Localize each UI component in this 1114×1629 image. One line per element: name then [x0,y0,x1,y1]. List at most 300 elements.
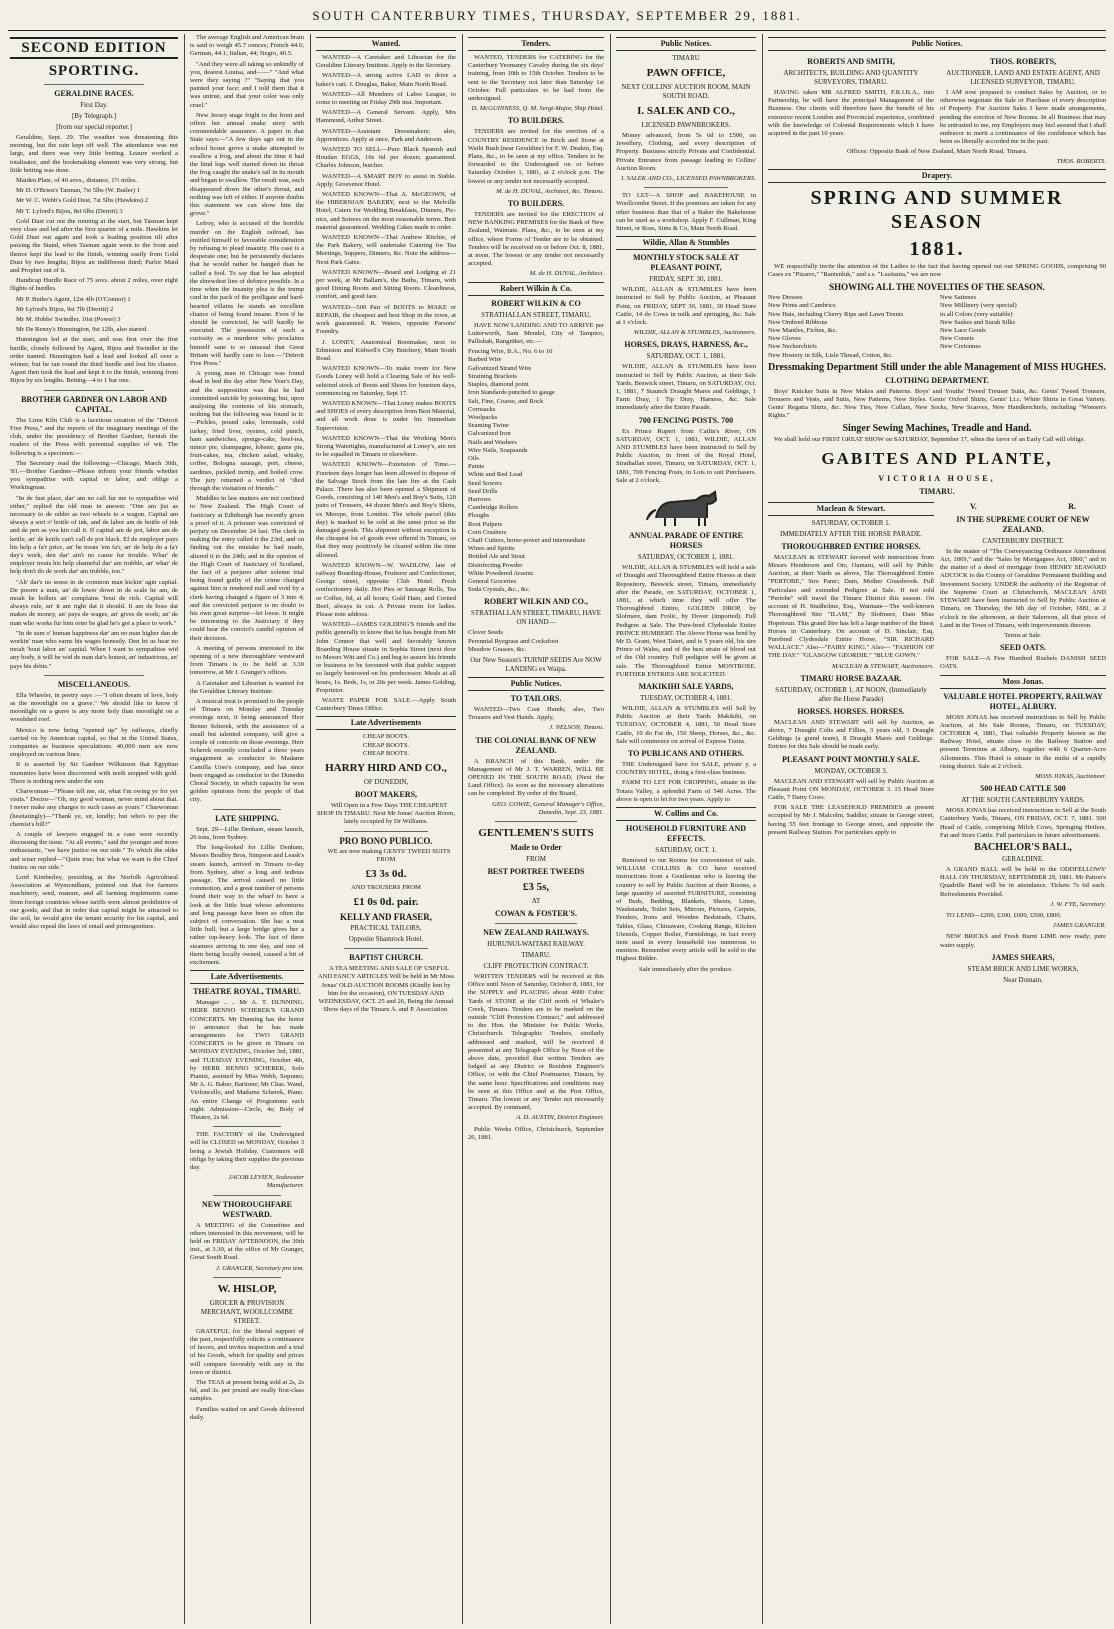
race-paragraph: Mr P. Butler's Agent, 12st 4lb (O'Connor) 1 [16,295,131,303]
wilkin2-title: ROBERT WILKIN AND CO., [484,597,588,607]
list-item: White and Red Lead [468,471,523,479]
showing-line: SHOWING ALL THE NOVELTIES OF THE SEASON. [829,282,1045,293]
spring-title: SPRING AND SUMMER SEASON [810,186,1064,233]
list-item: New Lace Goods [940,327,986,335]
wilkin-heading: Robert Wilkin & Co. [468,282,604,296]
news-paragraph: Muddles in law matters are not confined to New Zealand. The High Court of Justiciary at Edinburgh has recently given a proof of it. A prisoner was convicted of perjury on December 24 last. The clerk in making the entry called it the 23rd, and on finding out the mistake he had made, altered it to the 24th; and in the opinion of the High Court of Justiciary of Scotland, the fact of a perjurer after solemn trial being found guilty of the crime charged against him is rendered null and void by a clerk having changed a figure of 3 into 4; and the convicted perjurer is no doubt to his own great surprise—let loose. It might be interesting to the Justiciary if they could hear the convict's candid opinion of their decision. [190,495,304,642]
list-item: Wire Nails, Soapsands [468,446,528,454]
bank-text: A BRANCH of this Bank, under the Management of Mr J. T. WARREN, WILL BE OPENED IN THE SOUTH ROAD, (Next the Land Office). As soon as the necessary alterations can be completed. By order of the Board, [468,757,604,798]
tr-name: THOS. ROBERTS, [989,57,1057,66]
collins-date: SATURDAY, OCT. 1. [655,845,717,854]
baptist-title: BAPTIST CHURCH. [349,953,423,963]
collins-heading: W. Collins and Co. [616,807,756,821]
railway-text: WRITTEN TENDERS will be received at this Office until Noon of Saturday, October 8, 1881, for the SUPPLY and PLACING about 4000 Cubic Yards of STONE at the Cliff north of Whaler's Creek, Timaru. Tenders are to be marked on the outside "Cliff Protection Contract," and addressed to the Hon. the Minister for Public Works, Christchurch. Telegraphic Tenders, similarly addressed and marked, will be received if presented at any Telegraph Office by Noon of the above date, provided that written Tenders are lodged at any District or Resident Engineer's Office, or with the Chief Postmaster, Timaru, by the same hour. Specifications and conditions may be seen at this Office and at the Post Office, Timaru. The lowest or any Tender not necessarily accepted. By command, [468,973,604,1112]
kelly-fraser-title: KELLY AND FRASER, [339,912,433,923]
bricks-signature: JAMES SHEARS, [991,952,1055,962]
article-paragraph: "In de fust place, dar' am no call fur me to sympathise wid either," replied the old man in answer. "One am jist as necessary to de odder as two wheels to a wagon. Capital am always a sort o' bottle of ink, and de labor am de bottle of ink and de pen as you kin call it. If capital am de pot, labor am de kettle, an' de kettle can't call de pot black. Ef de employer pays his help a fa'r price, an' he treats 'em fa'r, an' de help do a fa'r day's work, den dar' ain't no cause fur trouble. Whar' de employer treats his help shameful dar' am trubble, an' whar' de help don't do de work dar' am trubble, too." [10,494,178,576]
rs-text: HAVING taken MR ALFRED SMITH, F.R.I.B.A., into Partnership, he will have the principal Management of the Business. Our clients will therefore have the benefit of his extensive recent London and Provincial experience, combined with the knowledge of Colonial Requirements which I have acquired in the past 10 years. [768,89,934,138]
race-paragraph: Mr D. O'Brien's Tasman, 7st 5lbs (W. Butler) 1 [16,187,141,195]
wanted-ad: WANTED—A SMART BOY to assist in Stable. Apply, Grosvenor Hotel. [316,172,456,188]
tr-subtitle: AUCTIONEER, LAND AND ESTATE AGENT, AND LICENSED SURVEYOR, TIMARU. [946,69,1100,86]
clothing-text: Boys' Knicker Suits in New Makes and Patterns. Boys' and Youths' Tweed Trouser Suits, &c. Gents' Tweed Trousers, Trousers and Vests, and Suits, New Patterns, New Styles. Gents' Oxford Shirts, Gents' Lt.c. White Shirts in Great Variety. Gents' Regatta Shirts, &c. New Ties, New Collars, New Socks, New Scarves, New Handkerchiefs, including "Women's Rights." [768,387,1106,420]
ball-text: A GRAND BALL will be held in the ODDFELLOWS' HALL ON THURSDAY, SEPTEMBER 29, 1881. Mr Patton's Quadrille Band will be in attendance. Tickets 7s 6d each. Refreshments Provided. [940,865,1106,898]
list-item: White Powdered Arsenic [468,569,534,577]
stock-sale-text: WILDIE, ALLAN & STUMBLES have been instructed to Sell by Public Auction, at Pleasant Point, on FRIDAY, SEPT 30, 1881, 30 Head Store Cattle, 14 do Cows in milk and springing, &c. Sale at 1 o'clock. [616,286,756,327]
list-item: Salt, Fine, Coarse, and Rock [468,397,544,405]
misc-title: MISCELLANEOUS. [57,679,131,689]
news-paragraph: A young man in Chicago was found dead in bed the day after New Year's Day, and the supposition was that he had committed suicide by poisoning; but, upon analysing the contents of his stomach, nothing but the following was found in it:—Pickles, pound cake, lemonade, cold turkey, fried liver, oysters, cold punch, ham sandwiches, sponge-cake, beef-tea, mince pie, champagne, lobster, game pie, fruit-cakes, tea, chicken salad, whisky, coffee, Bologna sausage, port, cheese, sardines, pickled turnip, and boiled crow. The jury returned a verdict of "died through the visitation of friends." [190,370,304,492]
salek-signature: I. SALEK AND CO., LICENSED PAWNBROKERS. [621,175,756,183]
shipping-paragraph: Sept. 29—Lillie Denham, steam launch, 26 tons, from Sydney. [190,825,304,841]
list-item: Cambridge Rollers [468,504,518,512]
wanted-ad: J. LONEY, Anatomical Bootmaker, next to Edmiston and Kidwell's City Butchery, Main South Road. [316,338,456,362]
wanted-ad: WASTE PAPER FOR SALE.—Apply South Canterbury Times Office. [316,697,456,713]
wilkin2-item-list [468,629,604,654]
race-title: GERALDINE RACES. [54,89,134,98]
court-r: R. [1068,501,1076,511]
list-item: New Ombred Ribbons [768,318,828,326]
gabites-title: GABITES AND PLANTE, [821,448,1053,468]
novelties-list [768,294,1106,360]
hird-title: HARRY HIRD AND CO., [325,762,447,775]
late-ads-heading: Late Advertisements. [190,970,304,984]
race-paragraph: Gold Dust cut out the running at the start, but Tasman kept very close and led after the first quarter of a mile. Hawkins let Gold Dust out again and took a leading position till after passing the Stand, when Tasman again went to the front and thence kept the lead to the finish, winning easily from Gold Dust by two lengths; Bijou an indifferent third; Parlor Maid and Prophet out of it. [10,217,178,275]
builders-title: TO BUILDERS. [507,199,565,209]
masthead: SOUTH CANTERBURY TIMES, THURSDAY, SEPTEMBER 29, 1881. [312,8,802,23]
list-item: Harrows [468,495,491,503]
list-item: in all Colors (very suitable) [940,310,1013,318]
baptist-text: A TEA MEETING AND SALE OF USEFUL AND FANCY ARTICLES Will be held in Mr Moss Jonas' OLD AUCTION ROOMS (Kindly lent by him for the occasion), ON TUESDAY AND WEDNESDAY, OCT. 25 and 26, Being the Annual Show days of the Timaru A. and P. Association. [317,965,455,1014]
article-paragraph: The Secretary read the following:—Chicago, March 30th, '81.—Brother Gardner—Please inform your friends whether you sympathise with capital or labor, and oblige a Workingman. [10,459,178,492]
tender-residence: TENDERS are invited for the erection of a COUNTRY RESIDENCE in Brick and Stone at Waihi Bush (near Geraldine) for F. W. Deakin, Esq. Plans, &c., to be seen at my office. Tenders to be forwarded to the Undersigned on or before Saturday October 1, 1881, at 2 o'clock p.m. The lowest or any tender not necessarily accepted. [468,128,604,185]
wanted-ad: WANTED—500 Pair of BOOTS to MAKE or REPAIR, the cheapest and best Shop in the town, at work guaranteed. R. Waters, opposite Parsons' Foundry. [316,303,456,336]
for-sale-text: FOR SALE THE LEASEHOLD PREMISES at present occupied by Mr J. Malcolm, Saddler, situate in George street, having 55 feet frontage to George street, and opposite the present Railway Station. For particulars apply to [768,804,934,836]
section-heading: SPORTING. [48,63,140,79]
thos-roberts-ad [940,54,1106,148]
thoroughfare-text: A MEETING of the Committee and others interested in this movement, will be held on FRIDAY AFTERNOON, the 30th inst., at 3.30, at the office of Mr Granger, Great South Road. [190,1221,304,1262]
list-item: Root Pulpers [468,520,503,528]
suits-price: £3 3s 0d. [365,868,407,881]
mj-heading: Moss Jonas. [940,675,1106,689]
pp-text: MACLEAN AND STEWART will sell by Public Auction at Pleasant Point ON MONDAY, OCTOBER 3. 15 Head Store Cattle, 7 Dairy Cows. [768,777,934,801]
list-item: Corn Crushers [468,528,507,536]
wilkin-text: HAVE NOW LANDING AND TO ARRIVE per Lutterworth, Sam Mendel, City of Tampico, Pallishah, Rangitikei, etc.— [468,321,604,346]
divider [44,390,145,391]
ms-tb-title: THOROUGHBRED ENTIRE HORSES. [781,541,921,551]
bazaar-text: MACLEAN AND STEWART will sell by Auction, as above, 7 Draught Colts and Fillies, 3 years old, 3 Draught Geldings (a grand team), 8 Draught Mares and Geldings. Entries for this Sale should be made early. [768,718,934,751]
hird-trade: BOOT MAKERS, [354,790,418,800]
list-item: Woolpacks [468,413,498,421]
ball-title: BACHELOR'S BALL, [974,841,1072,853]
theatre-text: Manager .. .. Mr A. T. DUNNING. HERR BENNO SCHEREK'S GRAND CONCERTS. Mr Dunning has the honor to announce that he has made arrangements for TWO GRAND CONCERTS to be given in Timaru on MONDAY EVENING, October 3rd, 1881, and TUESDAY EVENING, October 4th, by HERR BENNO SCHEREK, Solo Pianist, assisted by Miss Webb, Soprano; Mr A. G. Baber, Baritone; Mr Chas. Wand, Violoncello, and Madame Scherek, Piano. An entire Change of Programme each night. Admission—Circle, 4s; Body of Theatre, 2s 6d. [190,999,304,1121]
wanted-heading: Wanted. [316,37,456,51]
rs-subtitle: ARCHITECTS, BUILDING AND QUANTITY SURVEYORS, TIMARU. [783,69,919,86]
news-paragraph: Lefroy, who is accused of the horrible murder on the English railroad, has entitled himself to favorable consideration by refusing to plead insanity. His case is a desperate one; but he persistently declares that he would rather be hanged than be called a fool. To say that he has adopted the shrewdest line of defence possible. In a time when the insanity plea is the trump card in the pack of the profligate and hard-hearted villains he stands an excellent chance of being found insane. Even if he should be convicted, he will hardly be executed. The possession of such a curiosity as a murderer who proclaims himself sane is so unusual that Great Britain will hardly care to lose.—"Detroit Free Press." [190,220,304,367]
race-paragraph: Mr De Renzy's Hunnington, 9st 12lb, also started. [16,326,148,334]
hislop-footer: Families waited on and Goods delivered daily. [190,1405,304,1421]
cheap-boots-3: CHEAP BOOTS. [362,749,410,757]
hislop-subtitle: GROCER & PROVISION MERCHANT, WOOLLCOMBE STREET. [200,1298,294,1325]
gents-suits-subtitle: Made to Order [510,843,562,853]
mj-signature: MOSS JONAS, Auctioneer. [1035,772,1106,780]
collins-text: Removed to our Rooms for convenience of sale. WILLIAM COLLINS & CO have received instructions from a Gentleman who is leaving the country to sell by Public Auction at their Rooms, a large quantity of assorted FURNITURE, consisting of Beds, Bedding, Blankets, Sheets, Linen, Washstands, Toilet Sets, Mirrors, Pictures, Carpets, Fenders, Irons and Wooden Bedsteads, Chairs, Tables, Glass, Chinaware, Cooking Range, Kitchen Utensils, Copper Boiler, Furnishings, in fact every item used in every household too numerous to mention. Remember every article will be sold to the Highest Bidder. [616,856,756,963]
public-notices-heading: Public Notices. [616,37,756,51]
tr-text: I AM now prepared to conduct Sales by Auction, or to otherwise negotiate the Sale or Purchase of every description of Property. For Auction Sales I have made arrangements, pending the erection of New Rooms. In all Business that may be entrusted to me, my Employers may feel assured that I shall endeavor to merit a continuance of the confidence which has been so liberally accorded me in the past. [940,89,1106,146]
clothing-title: CLOTHING DEPARTMENT. [885,375,989,385]
list-item: Staples, diamond point [468,381,529,389]
publicans-title: TO PUBLICANS AND OTHERS. [628,748,744,758]
horses-drays-title: HORSES, DRAYS, HARNESS, &c., [624,340,748,350]
kelly-fraser-address: Opposite Shamrock Hotel. [348,935,424,944]
collins-footer: Sale immediately after the produce. [639,965,733,973]
collins-title: HOUSEHOLD FURNITURE AND EFFECTS. [625,823,746,843]
factory-signature: JACOB LEVIEN, Sodawater Manufacturer. [228,1174,304,1190]
list-item: Disinfecting Powder [468,561,523,569]
drapery-heading: Drapery. [768,169,1106,183]
list-item: New Sashes and Surah Silks [940,318,1016,326]
list-item: New Mantles, Fichus, &c. [768,327,838,335]
thoroughfare-title: NEW THOROUGHFARE WESTWARD. [201,1199,292,1219]
makikihi-date: TUESDAY, OCTOBER 4, 1881. [640,693,732,702]
stock-sale-title: MONTHLY STOCK SALE AT PLEASANT POINT, [632,253,740,273]
article-paragraph: The Lime Kiln Club is a facetious creation of the "Detroit Free Press," and the reports of the imaginary meetings of the club, under the presidency of Brother Gardner, furnish the readers of the Press with perennial supplies of wit. The following is a specimen:— [10,416,178,457]
fencing-text: Ex Prince Rupert from Catlin's River, ON SATURDAY, OCT. 1, 1881, WILDIE, ALLAN AND STUMBLES have been instructed to Sell by Public Auction, in front of the Royal Hotel, Strathallan street, Timaru, on SATURDAY, OCT. 1, 1881, 700 Fencing Posts, in Lots to suit Purchasers. Sale at 2 o'clock. [616,427,756,484]
bazaar-date: SATURDAY, OCTOBER 1, AT NOON, (Immediately after the Horse Parade) [775,685,927,703]
cattle-text: MOSS JONAS has received instructions to Sell at the South Canterbury Yards, Timaru, ON FRIDAY, OCT. 7, 1881. 500 Head of Cattle, comprising Milch Cows, Springing Heifers, Fat and Store Cattle. Full particulars in future advertisement. [940,807,1106,839]
railway-footer: Public Works Office, Christchurch, September 26, 1881. [468,1125,604,1141]
list-item: Meadow Grasses, &c. [468,645,527,653]
wanted-ad: WANTED KNOWN—W. WADLOW, late of railway Boarding-House, Fruiterer and Confectioner, George street, opposite Club Hotel. Fresh confectionery daily. Hot Pies or Sausage Rolls, Tea or Coffee, 6d, at all hours; Gold Ham, and Corned Beef, always in cut. A Private room for ladies. Please note address. [316,561,456,618]
hislop-text: GRATEFUL for the liberal support of the past, respectfully solicits a continuance of favors, and invites inspection and a trial of his Goods, which for quality and prices will compare favorably with any in the town or district. [190,1327,304,1376]
news-paragraph: New Jersey stage fright to the front and offers her annual snake story with commendable assurance. A paper in that State says:—"A few days ago out in the school house grove a snake attempted to swallow a frog, and about the time it had the hind legs well started down its throat the frog caught the snake's tail in its mouth and began to swallow. The result was, each disappeared down the other's throat, and nothing was left of either. If anyone doubts this statement we can show him the grove." [190,111,304,218]
list-item: Soda Crystals, &c., &c. [468,586,531,594]
list-item: Iron Standards punched to gauge [468,389,555,397]
race-paragraph: Geraldine, Sept. 29. The weather was threatening this morning, but the rain kept off well. The attendance was not large, and there was very little betting. Leaure worked a totalisator, and the bookmaking element was very strong, but little betting was done. [10,134,178,174]
builders-title: TO BUILDERS. [507,116,565,126]
race-paragraph: Hunnington led at the start, and was first over the first hurdle, closely followed by Agent, Bijou and Swindler in the order named. Hunnington had a lead and looked all over a winner, but he ran round the third hurdle and lost his chance. Agent then took the lead and kept it to the finish, winning from Bijou by six lengths. Betting—4 to 1 bar one. [10,336,178,385]
misc-paragraph: Ella Wheeler, in poetry says :—"I often dream of love, holy as the moonlight on a grave." We should like to know if moonlight on a grave is any more holy than moonlight on a woodshed roof. [10,691,178,724]
wilkin-title: ROBERT WILKIN & CO [491,298,581,308]
maclean-stewart-column [768,499,934,987]
misc-paragraph: Lord Kimberley, presiding at the Norfolk Agricultural Association at Wymondham, pointed out that for farmers machinery, seed, manure, and all farming implements came from foreign countries whose tariffs were almost prohibitive of our goods, and that in order that capital might be attracted to the soil, he would give the tenant security for his capital, and would also repeal the laws of entail and primogeniture. [10,874,178,931]
wanted-ad: WANTED KNOWN—Extension of Time.—Fourteen days longer has been allowed to dispose of the Salvage Stock from the late fire at the Cash Palace. There has also been opened a Shipment of Goods, consisting of 140 Men's and Boy's Suits, 120 pairs of Trousers, 44 dozen Men's and Boy's Shirts, ex Merope, from London. The whole parcel (this day) is marked to be sold at the same price as the damaged goods. This shipment without exception is the cheapest lot of goods ever offered in Timaru, so that they may positively be cleared within the time allowed. [316,461,456,559]
cattle-title: 500 HEAD CATTLE 500 [980,784,1066,794]
list-item: Clover Seeds [468,629,503,637]
list-item: New Corsets [940,335,974,343]
news-paragraph: The average English and American brain is said to weigh 45.7 ounces; French 44.6; German, 44.1; Italian, 44; Negro, 40.5. [190,34,304,58]
article-title: BROTHER GARDNER ON LABOR AND CAPITAL. [21,394,167,414]
reporter-note: [from our special reporter.] [56,123,132,131]
hird-text: Will Open in a Few Days THE CHEAPEST SHOP IN TIMARU. Next Mr Jonas' Auction Room, lately occupied by Dr Williams. [316,802,455,826]
court-subtitle: CANTERBURY DISTRICT. [982,536,1064,545]
ms-heading: Maclean & Stewart. [768,502,934,516]
bazaar-sub: HORSES. HORSES. HORSES. [797,706,905,716]
court-column [940,499,1106,987]
gents-from: FROM [526,855,546,864]
probono-title: PRO BONO PUBLICO. [339,835,433,846]
list-item: Wines and Spirits [468,545,515,553]
list-item: Galvanized Iron [468,430,511,438]
tailors-title: TO TAILORS. [510,693,562,703]
horse-illustration-icon [641,488,731,528]
list-item: Fencing Wire, B.A., No. 6 to 10 [468,348,553,356]
wilkin2-footer: Our New Season's TURNIP SEEDS Are NOW LANDING ex Waipa. [470,655,602,673]
list-item: General Groceries [468,577,517,585]
divider [344,948,428,949]
wildie-heading: Wildie, Allan & Stumbles [616,236,756,250]
railway-place: TIMARU. [521,951,551,960]
gabites-place: TIMARU. [919,486,955,496]
edition-heading: SECOND EDITION [10,37,178,59]
wanted-ad: WANTED—JAMES GOLDING'S friends and the public generally to know that he has bought from Mr John Connor that well and favorably known Boarding House situate in Sophia Street (next door to Messrs Witt and Co.) and beg to assure his friends or business to be favoured with that public support so largely bestowed on his predecessor. Meals at all hours, 1s. Beds, 1s, or 20s per week. James Golding, Proprietor. [316,621,456,694]
horses-drays-date: SATURDAY, OCT. 1, 1881. [646,352,726,361]
list-item: Chaff Cutters, horse-power and intermediate [468,536,586,544]
hislop-note: The TEAS at present being sold at 2s, 2s 6d, and 3s. per pound are really first-class samples. [190,1379,304,1403]
railway-subtitle: HURUNUI-WAITAKI RAILWAY. [487,940,585,949]
divider [213,1126,281,1127]
article-paragraph: "In de sum o' human happiness dar' am no man higher dan de workin' man who earns his wages honestly. Den let us hear no moah 'bout labor an' capital. When I want to sympathise wid any body, it will be wid de man dat's honest, an' industrious, an' pays his debts." [10,629,178,670]
race-subtitle: First Day. [80,101,108,109]
wanted-ad: WANTED KNOWN—That Andrew Ritchie, of the Park Bakery, will undertake Catering for Tea Meetings, Suppers, Dinners, &c. Note the address—Next Park Gates. [316,234,456,266]
mj-text: MOSS JONAS has received instructions to Sell by Public Auction, at his Sale Rooms, Timaru, on TUESDAY, OCTOBER 4, 1881, That valuable Property known as the Railway Hotel, situate close to the Railway Station and present Terminus at Albury, together with 6 Quarter-Acre Allotments. This Hotel is situate in the midst of a rapidly rising district. Sale at 2 o'clock. [940,713,1106,770]
tailors-signature: J. NELSON, Timaru. [549,724,604,732]
ms-signature: MACLEAN & STEWART, Auctioneers. [831,662,934,670]
victoria-house: VICTORIA HOUSE, [878,473,996,483]
pp-date: MONDAY, OCTOBER 3. [814,766,888,775]
list-item: Barbed Wire [468,356,502,364]
factory-notice: THE FACTORY of the Undersigned will be CLOSED on MONDAY, October 3 being a Jewish Holiday. Customers will oblige by taking their supplies the previous day. [190,1131,304,1171]
seed-title: SEED OATS. [999,643,1047,653]
spring-text: WE respectfully invite the attention of the Ladies to the fact that having opened out our SPRING GOODS, comprising 90 Cases ex "Pizarro," "Rantenluk," and s.s. "Lusitania," we are now [768,262,1106,279]
list-item: New Sattenes [940,294,977,302]
wanted-ad: WANTED KNOWN—Board and Lodging at 21 per week, at Mr Ballam's, the Baths, Timaru, with good Dining Room and Sitting Room. Cleanliness, comfort, and good fare. [316,268,456,301]
list-item: Oils [468,454,479,462]
bricks-text: NEW BRICKS and Fresh Burnt LIME now ready; pure water supply. [940,933,1106,949]
offices-line: Offices: Opposite Bank of New Zealand, Main North Road, Timaru. [846,148,1028,156]
list-item: Cornsacks [468,405,496,413]
misc-paragraph: Mexico is now being "opened up" by railways, chiefly carried on by American capital, so that in the United States, companies as business speculations. 40,000 men are now employed on various lines. [10,726,178,759]
race-paragraph: Mr M. Hobbs' Swindler, 10st (Power) 3 [16,316,121,324]
list-item: New Dresses [768,294,803,302]
news-paragraph: "And they were all taking so unkindly of you, dearest Louisa, and——" "And what were they saying ?" "Saying that you painted your face; and I told them that it was untrue, and that your color was only cruel." [190,60,304,109]
wilkin2-address: STRATHALLAN STREET, TIMARU, HAVE ON HAND— [470,609,602,627]
thoroughfare-signature: J. GRANGER, Secretary pro tem. [216,1264,304,1272]
spring-year: 1881. [909,237,965,260]
news-paragraph: A musical treat is promised to the people of Timaru on Monday and Tuesday evenings next, it being announced Herr Benno Scherek, with the assistance of a small but talented company, will give a couple of concerts on those evenings. Herr Scherek recently concluded a three years engagement as conductor to Madame Camilla Urso's company, and has since been engaged as conductor to the Dunedin Choral Society, in which capacity he won golden opinions from the people of that city. [190,698,304,804]
gents-price: £3 5s, [522,881,550,894]
trousers-price: £1 0s 0d. pair. [353,896,419,909]
list-item: Nails and Washers [468,438,517,446]
fencing-title: 700 FENCING POSTS. 700 [638,415,734,425]
ms-tb-text: MACLEAN & STEWART favored with instructions from Messrs Henderson and Orr, Oamaru, will sell by Public Auction, at their Yards as above, The Thoroughbred Entire "PERTOBE," Sire Panic; Dam, Mother Grassbrook. Full Particulars and extended Pedigree at Sale. If not sold "Pertobe" will travel the Timaru District this season. On account of H. Studholme, Esq., Waimate—The well-known Thoroughbred Sire "ILAM," By Slofmere, Dam Miss Hopetoun. This grand Sire has left a large number of the finest Horses in Canterbury. On account of D. Sinclair, Esq. Purebred Clydesdale Entire Horse, "SIR RICHARD WALLACE." Also—"FAIRY KING." Also— "FASHION OF THE DAY." "GLASGOW GEORDIE." "BLUE GOWN." [768,553,934,660]
makikihi-text: WILDIE, ALLAN & STUMBLES will Sell by Public Auction at their Yards Makikihi, on TUESDAY, OCTOBER 4, 1881, 50 Head Store Cattle, 10 do Fat do, 150 Sheep, Horses, &c., &c. Sale will commence on arrival of Express Trains. [616,704,756,745]
trousers-text: AND TROUSERS FROM [351,884,421,892]
railway-contract: CLIFF PROTECTION CONTRACT. [483,962,589,971]
wanted-ad: WANTED—Assistant Dressmakers; also, Apprentices. Apply at once, Park and Anderson. [316,127,456,143]
wanted-ad: WANTED—A General Servant. Apply, Mrs Hammond, Arthur Street. [316,109,456,125]
novelties-left [768,294,934,360]
wanted-ad: WANTED KNOWN—That Loney makes BOOTS and SHOES of every description from Best Material, and all work done is under his Immediate Supervision. [316,399,456,432]
column-notices-drapery [768,34,1106,1624]
tr-signature: THOS. ROBERTS. [1056,157,1106,165]
stock-sale-date: FRIDAY, SEPT. 30, 1881. [649,275,723,284]
column-divider [610,34,611,1624]
news-paragraph: A meeting of persons interested in the opening of a new thoroughfare westward from Timaru is to be held at 3.30 tomorrow, at Mr J. Granger's offices. [190,644,304,677]
gents-suits-title: GENTLEMEN'S SUITS [478,827,594,840]
public-notices-heading: Public Notices. [468,677,604,691]
tenders-heading: Tenders. [468,37,604,51]
pawn-office-title: PAWN OFFICE, [646,67,726,79]
masthead-rule [8,30,1106,31]
column-wanted [316,34,456,1624]
dressmaking-line: Dressmaking Department Still under the able Management of MISS HUGHES. [768,361,1106,373]
race-paragraph: Mr T. Lyford's Bijou, 8st 6lbs (Derritt) 3 [16,207,123,215]
wanted-list [316,54,456,713]
salek-subtitle: LICENSED PAWNBROKERS. [641,121,731,129]
parade-date: SATURDAY, OCTOBER 1, 1881. [637,553,735,562]
shipping-title: LATE SHIPPING. [215,813,279,823]
column-divider [184,34,185,1624]
news-paragraph: A Caretaker and Librarian is wanted for the Geraldine Literary Institute. [190,679,304,695]
race-report [10,134,178,386]
parade-text: WILDIE, ALLAN & STUMBLES will hold a sale of Draught and Thoroughbred Entire Horses at their Repository, Beswick street, Timaru, immediately after the Parade, on SATURDAY, OCTOBER 1, 1881, at which time they will offer The Thoroughbred Entire, GOLDEN DROP, by Slofmere, dam Frolic, by Dover (imported). Full Pedigree at Sale. The Pure-bred Clydesdale Entire PRINCE HUMBERT. The Above Horse was bred by Mr D. Grant, West Taieri, and is 5 years old, his sire Prince of Wales, and of the best strain of blood out of the Old country. Full pedigree will be given at sale. The Thoroughbred Entire MONTROSE. FURTHER ENTRIES ARE SOLICITED. [616,564,756,678]
court-v: V. [970,501,977,511]
mj-title: VALUABLE HOTEL PROPERTY, RAILWAY HOTEL, ALBURY. [943,691,1103,711]
tender-bank: TENDERS are invited for the ERECTION of NEW BANKING PREMISES for the Bank of New Zealand, Waimate. Plans, &c., to be seen at my office, where Forms of Tender are to be obtained. Tenders will be received on or before Oct. 8, 1881, at noon. The lowest or any tender not necessarily accepted. [468,211,604,268]
late-ads-heading: Late Advertisements [316,716,456,730]
wanted-ad: WANTED—A strong active LAD to drive a baker's cart. J. Douglas, Baker, Main North Road. [316,72,456,88]
horses-drays-text: WILDIE, ALLAN & STUMBLES have been instructed to Sell by Public Auction, at their Sale Yards, Beswick street, Timaru, on SATURDAY, Oct. 1, 1881, 7 Staunch Draught Mares and Geldings, 1 Farm Dray, 1 Tip Dray, Harness, &c. Sale immediately after the Entire Parade. [616,363,756,412]
column-sporting [10,34,178,1624]
article-paragraph: "Ah' dar's no sense in de common man kickin' agin capital. De poorer a man, an' de lower down in de scale he am, de moah he hollers an' complains 'bout de rich. Capital will always rule, an' it am right dat it should. It am de boss dat makes de money, an' pays de wages, an' gives de work; an' de man who works fur him orter be glad he's got a place to work." [10,578,178,627]
cheap-boots-1: CHEAP BOOTS. [362,733,410,741]
wanted-ad: WANTED KNOWN—That A. McGEOWN, of the HIBERNIAN BAKERY, next to the Melville Hotel, Caters for Wedding Breakfasts, Dinners, Pic-nics, and Soirees on the most reasonable terms. Best material guaranteed. Wedding Cakes made to order. [316,191,456,231]
seed-text: FOR SALE—A Few Hundred Bushels DANISH SEED OATS. [940,655,1106,671]
ball-sub: GERALDINE. [1002,854,1044,863]
railway-signature: A. D. AUSTIN, District Engineer. [516,1114,604,1122]
tender-signature: M. de H. DUVAL, Architect, &c. Timaru. [496,187,604,195]
bazaar-title: TIMARU HORSE BAZAAR. [800,673,902,683]
makikihi-title: MAKIKIHI SALE YARDS, [638,681,734,691]
column-divider [462,34,463,1624]
singer-line: Singer Sewing Machines, Treadle and Hand. [842,422,1032,434]
lend-signature: JAMES GRANGER. [1052,922,1106,930]
lend-text: TO LEND—£200, £300, £600, £500, £800. [946,911,1062,919]
railway-title: NEW ZEALAND RAILWAYS. [483,928,589,938]
telegraph-note: [By Telegraph.] [71,112,117,120]
divider [213,1195,281,1196]
divider [495,923,577,924]
tailors-text: WANTED—Two Coat Hands; also, Two Trousers and Vest Hands. Apply, [468,705,604,722]
misc-paragraph: It is asserted by Sir Gardner Wilkinson that Egyptian mummies have been discovered with teeth stopped with gold. There is nothing new under the sun. [10,761,178,785]
bricks-footer: Near Domain. [1003,975,1043,984]
misc-paragraph: Charwoman—"Please tell me, sir, what I'm owing ye for yer visits." Doctor—"Oh, my good woman, never mind about that. I never make any charges to such cases as yours." Charwoman (hesitatingly)—"Thank ye, sir, kindly; but who's to pay the chemist's bill?" [10,788,178,828]
hislop-title: W. HISLOP, [217,1282,277,1295]
wanted-ad: WANTED KNOWN—That the Working Men's Strong Watertights, manufactured at Loney's, are not to be equalled in Timaru or elsewhere. [316,434,456,459]
list-item: Bottled Ale and Stout [468,553,525,561]
suits-text: WE are now making GENTS' TWEED SUITS FROM [327,847,451,863]
rs-name: ROBERTS AND SMITH, [807,57,895,66]
misc-body [10,692,178,932]
salek-text: Money advanced, from 5s 6d to £500, on Jewellery, Clothing, and every description of Property. Business strictly Private and Confidential. Private Entrance from passage leading to Collins' Auction Room. [616,132,756,172]
list-item: Seed Drills [468,487,498,495]
court-title: IN THE SUPREME COURT OF NEW ZEALAND. [956,514,1090,534]
cattle-sub: AT THE SOUTH CANTERBURY YARDS. [961,796,1085,805]
gents-tweeds: BEST PORTREE TWEEDS [487,867,585,877]
list-item: New Prints and Cambrics [768,302,836,310]
wanted-ad: WANTED KNOWN—To make room for New Goods Loney will hold a Clearing Sale of his well-selected stock of Boots and Shoes for fourteen days, commencing on Saturday, Sept 17. [316,365,456,397]
wilkin-address: STRATHALLAN STREET, TIMARU, [481,310,591,319]
wilkin-item-list [468,348,604,594]
list-item: Ploughs [468,512,490,520]
theatre-title: THEATRE ROYAL, TIMARU. [193,987,301,997]
list-item: Paints [468,463,485,471]
publicans-text: THE Undersigned have for SALE, private y, a COUNTRY HOTEL, doing a first-class business. [616,760,756,777]
divider [644,187,728,188]
court-text: In the matter of "The Conveyancing Ordinance Amendment Act, 1869," and the "Sales by Mortgagees Act, 1860," and in the matter of a deed of mortgage from HENRY SEAWARD ADCOCK to the County of Geraldine Permanent Building and Investment Society. UNDER the authority of the Registrar of the Supreme Court at Christchurch, MACLEAN AND STEWART have been instructed to Sell by Public Auction at Timaru, on Thursday, the 6th day of October, 1881, at 2 o'clock in the afternoon, at their Saleroom, all that piece of Land in the Town of Timaru, with improvements thereon. [940,547,1106,629]
tender-catering: WANTED, TENDERS for CATERING for the Canterbury Yeomanry Cavalry during the six days' training, from 10th to 15th October. Tenders to be sent to the Secretary not later than Saturday 1st October. Full particulars to be had from the undersigned. [468,54,604,103]
bank-title: THE COLONIAL BANK OF NEW ZEALAND. [475,735,597,755]
salek-title: I. SALEK AND CO., [637,105,735,117]
misc-paragraph: A couple of lawyers engaged in a case were recently discussing the issue. "At all events," said the younger and more enthusiastic, "we have justice on our side." To which the older and wiser replied—"Quite true; but what we want is the Chief Justice on our side." [10,831,178,871]
divider [44,84,145,85]
divider [44,675,145,676]
list-item: Seed Sowers [468,479,502,487]
column-tenders [468,34,604,1624]
race-paragraph: Maiden Plate, of 40 sovs., distance, 1½ miles. [16,177,138,185]
list-item: Seaming Twine [468,422,509,430]
divider [344,831,428,832]
column-divider [762,34,763,1624]
bank-signature: GEO. COWIE, General Manager's Office, Dunedin, Sept. 23, 1881. [492,800,604,816]
list-item: New Hats, including Cherry Ripe and Lawn Tennis [768,310,904,318]
pp-title: PLEASANT POINT MONTHLY SALE. [782,754,920,764]
hird-subtitle: OF DUNEDIN, [363,778,409,787]
gents-shop: COWAN & FOSTER'S. [494,909,577,919]
tender-signature: D. McGUINNESS, Q. M. Sergt-Major, Ship Hotel. [471,105,604,113]
list-item: New Neckerchiefs [768,343,817,351]
novelties-right [940,294,1106,360]
column-divider [310,34,311,1624]
wanted-ad: WANTED—All Members of Labor League, to come to meeting on Friday 29th inst. Important. [316,90,456,107]
news-paragraphs [190,34,304,805]
public-notices-heading: Public Notices. [768,37,1106,51]
court-terms: Terms at Sale. [1004,631,1042,639]
tender-signature: M. de H. DUVAL, Architect. [529,270,604,278]
roberts-two-column [768,54,1106,148]
farm-text: FARM TO LET FOR CROPPING, situate in the Totara Valley, a splendid Farm of 540 Acres. The above is open to let for two years. Apply to [616,779,756,803]
race-paragraph: Mr Lyford's Bijou, 9st 7lb (Derritt) 2 [16,305,114,313]
parade-title: ANNUAL PARADE OF ENTIRE HORSES [628,531,743,551]
pawn-address: NEXT COLLINS' AUCTION ROOM, MAIN SOUTH ROAD. [621,83,751,100]
lower-two-column [768,499,1106,987]
list-item: New Gloves [768,335,801,343]
shipping-body [190,826,304,967]
divider [495,821,577,822]
roberts-smith-ad [768,54,934,148]
wanted-ad: WANTED TO SELL—Pure Black Spanish and Houdan EGGS, 10s 6d per dozen; guaranteed. Charles Johnson, butcher. [316,146,456,170]
list-item: Galvanized Strand Wire [468,364,532,372]
wanted-ad: WANTED—A Caretaker and Librarian for the Geraldine Literary Institute. Apply to the Secretary. [316,54,456,70]
column-news [190,34,304,1624]
article-body [10,417,178,671]
bakehouse-notice: TO LET—A SHOP and BAKEHOUSE in Woollcombe Street. If the premises are taken for any other business than that of a Baker the Bakehouse can be used as a workshop. Apply F. Cullman, King Street, or Ross, Sims & Co, Main North Road. [616,192,756,233]
gents-at: AT [531,897,541,906]
court-vr [940,502,1106,512]
pawn-place: TIMARU [672,54,700,62]
ball-signature: J. W. FYE, Secretary. [1050,900,1106,908]
divider [213,809,281,810]
